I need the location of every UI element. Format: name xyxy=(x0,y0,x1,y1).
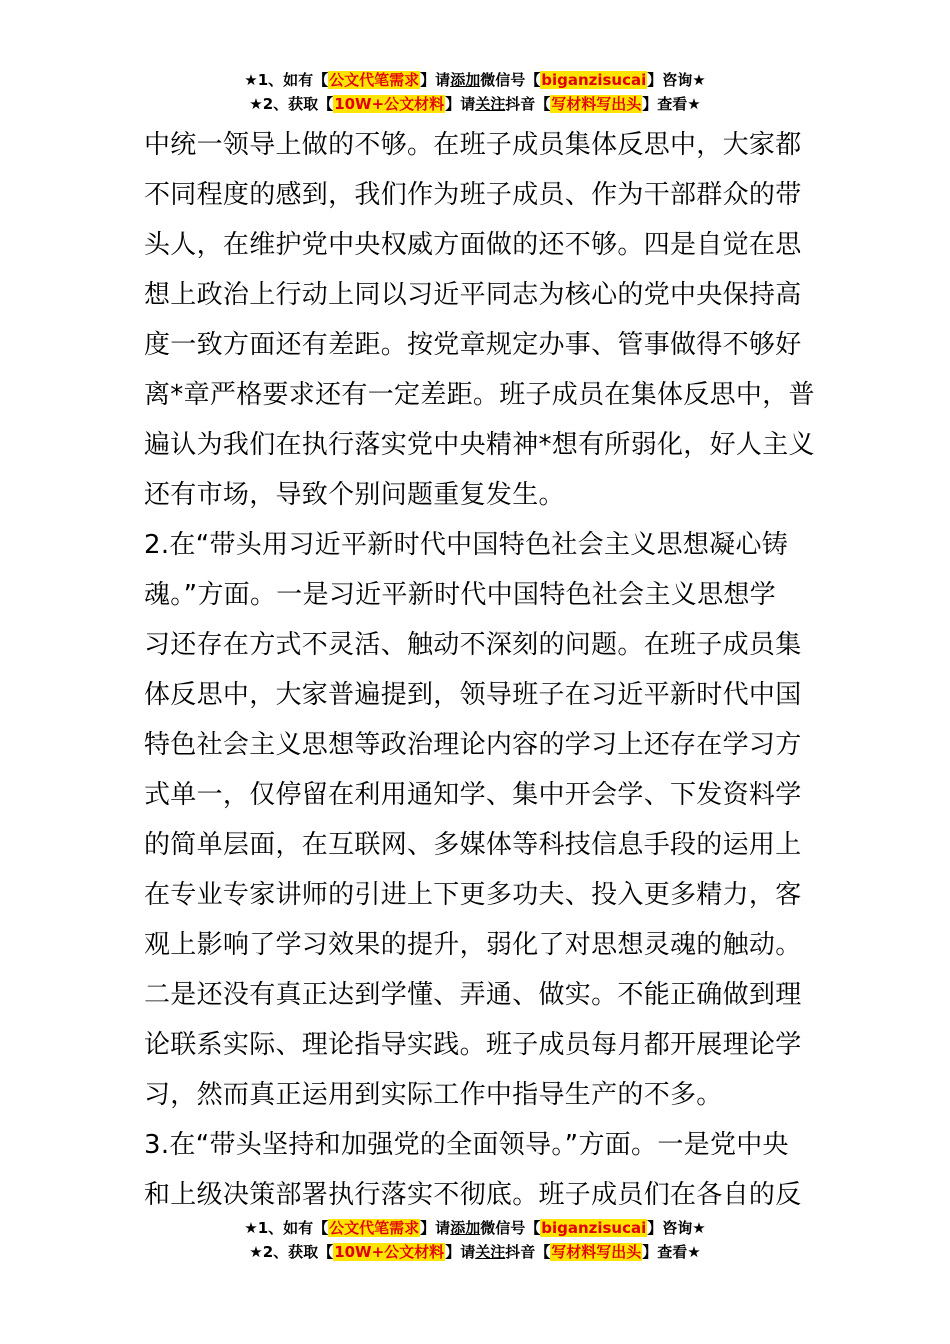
highlight-text: 10W+公文材料 xyxy=(334,95,445,113)
body-line: 论联系实际、理论指导实践。班子成员每月都开展理论学 xyxy=(144,1030,802,1060)
banner-text: 】咨询★ xyxy=(647,1219,706,1237)
banner-text: ★1、如有【 xyxy=(244,1219,329,1237)
body-line: 习，然而真正运用到实际工作中指导生产的不多。 xyxy=(144,1080,723,1110)
highlight-text: 写材料写出头 xyxy=(551,1243,642,1261)
body-line: 观上影响了学习效果的提升，弱化了对思想灵魂的触动。 xyxy=(144,930,802,960)
body-line: 2.在“带头用习近平新时代中国特色社会主义思想凝心铸 xyxy=(144,530,789,560)
banner-text: 抖音【 xyxy=(505,1243,551,1261)
banner-text: 】查看★ xyxy=(642,95,701,113)
highlight-text: biganzisucai xyxy=(541,71,647,89)
banner-text: 微信号【 xyxy=(480,71,541,89)
body-line: 和上级决策部署执行落实不彻底。班子成员们在各自的反 xyxy=(144,1180,802,1210)
underlined-text: 添加 xyxy=(450,71,481,89)
highlight-text: 写材料写出头 xyxy=(551,95,642,113)
banner-line-1 xyxy=(0,68,950,92)
banner-text: 微信号【 xyxy=(480,1219,541,1237)
body-line: 中统一领导上做的不够。在班子成员集体反思中，大家都 xyxy=(144,130,802,160)
banner-line-2 xyxy=(0,1240,950,1264)
banner-text: ★2、获取【 xyxy=(249,1243,334,1261)
banner-text: ★2、获取【 xyxy=(249,95,334,113)
banner-text: 】查看★ xyxy=(642,1243,701,1261)
body-line: 3.在“带头坚持和加强党的全面领导。”方面。一是党中央 xyxy=(144,1130,789,1160)
header-banner xyxy=(0,68,950,116)
body-line: 体反思中，大家普遍提到，领导班子在习近平新时代中国 xyxy=(144,680,802,710)
underlined-text: 关注 xyxy=(475,1243,506,1261)
body-line: 习还存在方式不灵活、触动不深刻的问题。在班子成员集 xyxy=(144,630,802,660)
footer-banner xyxy=(0,1216,950,1264)
body-line: 头人，在维护党中央权威方面做的还不够。四是自觉在思 xyxy=(144,230,802,260)
banner-text: 】请 xyxy=(445,95,476,113)
banner-text: 】咨询★ xyxy=(647,71,706,89)
highlight-text: 公文代笔需求 xyxy=(329,1219,420,1237)
highlight-text: 公文代笔需求 xyxy=(329,71,420,89)
body-line: 离*章严格要求还有一定差距。班子成员在集体反思中，普 xyxy=(144,380,815,410)
banner-line-1 xyxy=(0,1216,950,1240)
body-line: 的简单层面，在互联网、多媒体等科技信息手段的运用上 xyxy=(144,830,802,860)
underlined-text: 添加 xyxy=(450,1219,481,1237)
document-body xyxy=(144,120,815,1220)
body-line: 还有市场，导致个别问题重复发生。 xyxy=(144,480,565,510)
body-line: 不同程度的感到，我们作为班子成员、作为干部群众的带 xyxy=(144,180,802,210)
banner-line-2 xyxy=(0,92,950,116)
body-line: 想上政治上行动上同以习近平同志为核心的党中央保持高 xyxy=(144,280,802,310)
banner-text: ★1、如有【 xyxy=(244,71,329,89)
underlined-text: 关注 xyxy=(475,95,506,113)
body-line: 二是还没有真正达到学懂、弄通、做实。不能正确做到理 xyxy=(144,980,802,1010)
banner-text: 抖音【 xyxy=(505,95,551,113)
banner-text: 】请 xyxy=(420,1219,451,1237)
body-line: 魂。”方面。一是习近平新时代中国特色社会主义思想学 xyxy=(144,580,776,610)
body-line: 遍认为我们在执行落实党中央精神*想有所弱化，好人主义 xyxy=(144,430,815,460)
body-line: 度一致方面还有差距。按党章规定办事、管事做得不够好 xyxy=(144,330,802,360)
highlight-text: biganzisucai xyxy=(541,1219,647,1237)
banner-text: 】请 xyxy=(445,1243,476,1261)
body-line: 特色社会主义思想等政治理论内容的学习上还存在学习方 xyxy=(144,730,802,760)
body-line: 式单一，仅停留在利用通知学、集中开会学、下发资料学 xyxy=(144,780,802,810)
highlight-text: 10W+公文材料 xyxy=(334,1243,445,1261)
banner-text: 】请 xyxy=(420,71,451,89)
body-line: 在专业专家讲师的引进上下更多功夫、投入更多精力，客 xyxy=(144,880,802,910)
